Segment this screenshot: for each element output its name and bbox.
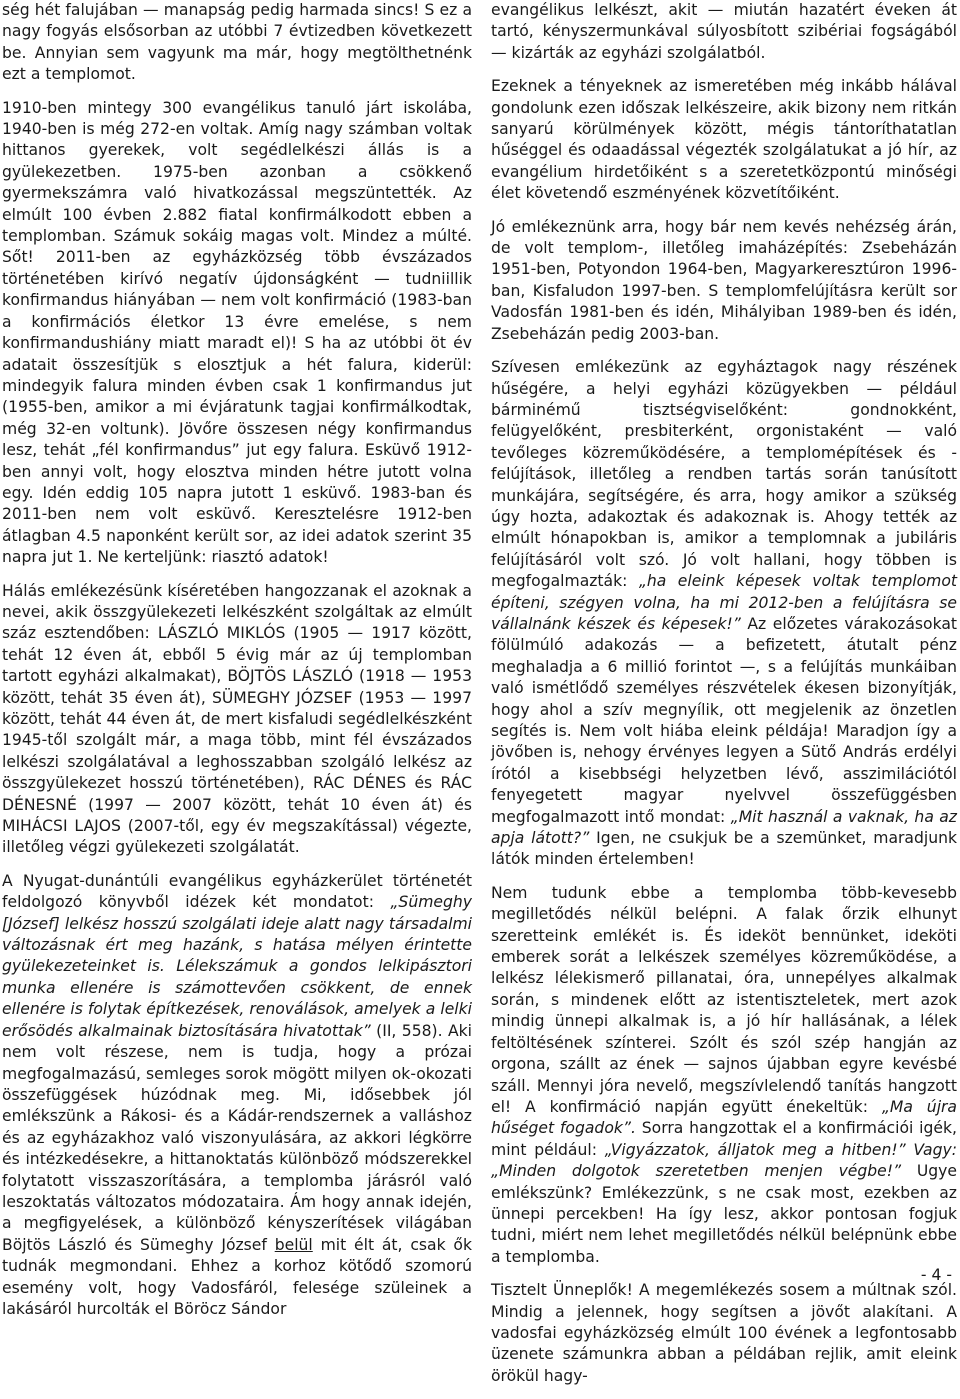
- paragraph: ség hét falujában — manapság pedig harmada sincs! S ez a nagy fogyás elsősorban az utóbbi 7 évtizedben következett be. Annyian sem vagyunk ma már, hogy megtölthetnénk ezt a templomot.: [2, 1, 472, 84]
- paragraph: Hálás emlékezésünk kíséretében hangozzanak el azoknak a nevei, akik összgyülekezeti lelkészként szolgáltak az elmúlt száz esztendőben: LÁSZLÓ MIKLÓS (1905 — 1917 között, tehát 12 éven át, ebből 5 évig már az új templomban tartott egyházi alkalmakat), BÖJTÖS LÁSZLÓ (1918 — 1953 között, tehát 35 éven át), SÜMEGHY JÓZSEF (1953 — 1997 között, tehát 44 éven át, de mert kisfaludi segédlelkészként 1945-től szolgált már, a maga több, mint fél évszázados lelkészi szolgálatával a leghosszabban szolgáló lelkész az összgyülekezet hosszú történetében), RÁC DÉNES és RÁC DÉNESNÉ (1997 — 2007 között, tehát 10 éven át) és MIHÁCSI LAJOS (2007-től, egy év megszakítással) végezte, illetőleg végzi gyülekezeti szolgálatát.: [2, 581, 472, 857]
- page-number: - 4 -: [920, 1266, 952, 1284]
- left-column: [2, 0, 472, 1332]
- paragraph: Ezeknek a tényeknek az ismeretében még inkább hálával gondolunk ezen időszak lelkészeire, akik bizony nem ritkán sanyarú körülmények között, mégis tántoríthatatlan hűséggel és odaadással végezték szolgálatukat a jó hír, az evangélium hirdetőiként s a szeretetközpontú minőségi élet követendő eszményének közvetítőiként.: [491, 77, 957, 203]
- quote-italic: „Mit használ a vaknak, ha az apja látott?”: [491, 807, 957, 848]
- paragraph: Jó emlékeznünk arra, hogy bár nem kevés nehézség árán, de volt templom-, illetőleg imaházépítés: Zsebeházán 1951-ben, Potyondon 1964-ben, Magyarkeresztúron 1996-ban, Kisfaludon 1997-ben. S templomfelújításra került sor Vadosfán 1981-ben és idén, Mihályiban 1989-ben és idén, Zsebeházán pedig 2003-ban.: [491, 217, 957, 343]
- paragraph: Tisztelt Ünneplők! A megemlékezés sosem a múltnak szól. Mindig a jelennek, hogy segítsen a jövőt alakítani. A vadosfai egyházközség elmúlt 100 évének a legfontosabb üzenete számunkra abban a példában rejlik, amit eleink örökül hagy-: [491, 1281, 957, 1385]
- text-run: Szívesen emlékezünk az egyháztagok nagy részének hűségére, a helyi egyházi közügyekben — például bárminémű tisztségviselőként: gondnokként, felügyelőként, presbiterként, orgonistaként — való tevőleges közreműködésére, a templomépítések és -felújítások, illetőleg a rendben tartás során tanúsított munkájára, segítségére, és arra, hogy amikor a szükség úgy hozta, adakoztak és adakoznak is. Ahogy tették az elmúlt hónapokban is, amikor a templomnak a jubiláris felújításáról volt szó. Jó volt hallani, hogy többen is megfogalmazták:: [491, 358, 957, 591]
- quote-italic: „ha eleink képesek voltak templomot építeni, szégyen volna, ha mi 2012-ben a felújításra se vállalnánk készek és képesek!”: [491, 572, 958, 633]
- paragraph: evangélikus lelkészt, akit — miután hazatért éveken át tartó, kényszermunkával súlyosbított szibériai fogságából — kizárták az egyházi szolgálatból.: [491, 1, 957, 62]
- paragraph: [491, 357, 957, 871]
- text-run: Az előzetes várakozásokat fölülmúló adakozás — a befizetett, átutalt pénz meghaladja a 6 millió forintot —, s a felújítás munkáiban való ismétlődő személyes részvételek ékesen bizonyítják, hogy ahol a szív megnyílik, ott megjelenik az önzetlen segítés is. Nem volt hiába eleink példája! Maradjon így a jövőben is, nehogy érvényes legyen a Sütő András erdélyi írótól a kisebbségi helyzetben lévő, asszimilációtól fenyegetett magyar nyelvvel összefüggésben megfogalmazott intő mondat:: [491, 614, 957, 826]
- text-run: (II, 558). Aki nem volt részese, nem is tudja, hogy a prózai megfogalmazású, semleges sorok mögött milyen ok-okozati összefüggések húzódnak meg. Mi, idősebbek jól emlékszünk a Rákosi- és a Kádár-rendszernek a valláshoz és az egyházakhoz való viszonyulására, az akkori légkörre és intézkedésekre, a hittanoktatás különböző módszerekkel folytatott visszaszorítására, a templomba járásról való leszoktatás változatos módozataira. Ám hogy annak idején, a megfigyelések, a különböző kényszerítések világában Böjtös László és Sümeghy József: [2, 1021, 472, 1254]
- text-run: A Nyugat-dunántúli evangélikus egyházkerület történetét feldolgozó könyvből idézek két mondatot:: [2, 871, 472, 912]
- text-run: Nem tudunk ebbe a templomba több-kevesebb megilletődés nélkül belépni. A falak őrzik elhunyt szeretteink emlékét is. És ideköt bennünket, ideköti emberek sorát a lelkészek személyes közreműködése, a lelkész lélekismerő pillanatai, óra, unnepélyes alkalmak során, s mindenek előtt az istentiszteletek, mert azok mindig ünnepi alkalmak is, a jó hír hallásának, a lélek feltöltésének színterei. Szólt és szól szép hangján az orgona, szállt az ének — sajnos újabban egyre kevésbé száll. Mennyi jóra nevelő, megszívlelendő tanítás hangzott el! A konfirmáció napján együtt énekeltük:: [491, 883, 957, 1116]
- paragraph: 1910-ben mintegy 300 evangélikus tanuló járt iskolába, 1940-ben is még 272-en voltak. Amíg nagy számban voltak hittanos gyerekek, volt segédlelkészi állás is a gyülekezetben. 1975-ben azonban a csökkenő gyermekszámra való hivatkozással megszüntették. Az elmúlt 100 évben 2.882 fiatal konfirmálkodott ebben a templomban. Számuk sokáig magas volt. Mindez a múlté. Sőt! 2011-ben az egyházközség több évszázados történetében kirívó negatív újdonságként — tudniillik konfirmandus hiányában — nem volt konfirmáció (1983-ban a konfirmációs életkor 13 évre emelése, s nem konfirmandushiány miatt maradt el)! S ha az utóbbi öt év adatait összesítjük s elosztjuk a hét falura, kiderül: mindegyik falura minden évben csak 1 konfirmandus jut (1955-ben, amikor a mi évjáratunk tagjai konfirmálkodtak, még 32-en voltunk). Jövőre összesen négy konfirmandus lesz, tehát „fél konfirmandus” jut egy falura. Esküvő 1912-ben annyi volt, hogy elosztva minden hétre jutott volna egy. Idén eddig 105 napra jutott 1 esküvő. 1983-ban és 2011-ben nem volt esküvő. Keresztelésre 1912-ben átlagban 4.5 naponként került sor, az idei adatok szerint 35 napra jut 1. Ne kerteljünk: riasztó adatok!: [2, 98, 472, 567]
- quote-italic: „Ma újra hűséget fogadok”.: [491, 1097, 957, 1138]
- text-run: Ugye emlékszünk? Emlékezzünk, s ne csak most, ezekben az ünnepi percekben! Ha így lesz, akkor pontosan fogjuk tudni, miért nem lehet megilletődés nélkül belépnünk ebbe a templomba.: [491, 1162, 957, 1266]
- quote-italic: „Vigyázzatok, álljatok meg a hitben!” Vagy: „Minden dolgotok szeretetben menjen végbe!”: [491, 1140, 957, 1181]
- underlined-word: belül: [274, 1235, 313, 1254]
- quote-italic: „Sümeghy [József] lelkész hosszú szolgálati ideje alatt nagy társadalmi változásnak ért meg hazánk, s hatása mélyen érintette gyülekezeteinket is. Lélekszámuk a gondos lelkipásztori munka ellenére is számottevően csökkent, de ennek ellenére is folytak építkezések, renoválások, amelyek a lelki erősödés alkalmainak biztosítására hivatottak”: [2, 893, 472, 1040]
- text-run: mit élt át, csak ők tudnák megmondani. Ehhez a korhoz kötődő szomorú esemény volt, hogy Vadosfáról, felesége szüleinek a lakásáról hurcolták el Böröcz Sándor: [2, 1235, 472, 1318]
- paragraph: [491, 883, 957, 1268]
- text-run: Sorra hangzottak el a konfirmációi igék, mint például:: [491, 1119, 957, 1159]
- paragraph: [2, 871, 472, 1321]
- text-run: Igen, ne csukjuk be a szemünket, maradjunk látók minden értelemben!: [491, 829, 957, 869]
- right-column: [491, 0, 957, 1399]
